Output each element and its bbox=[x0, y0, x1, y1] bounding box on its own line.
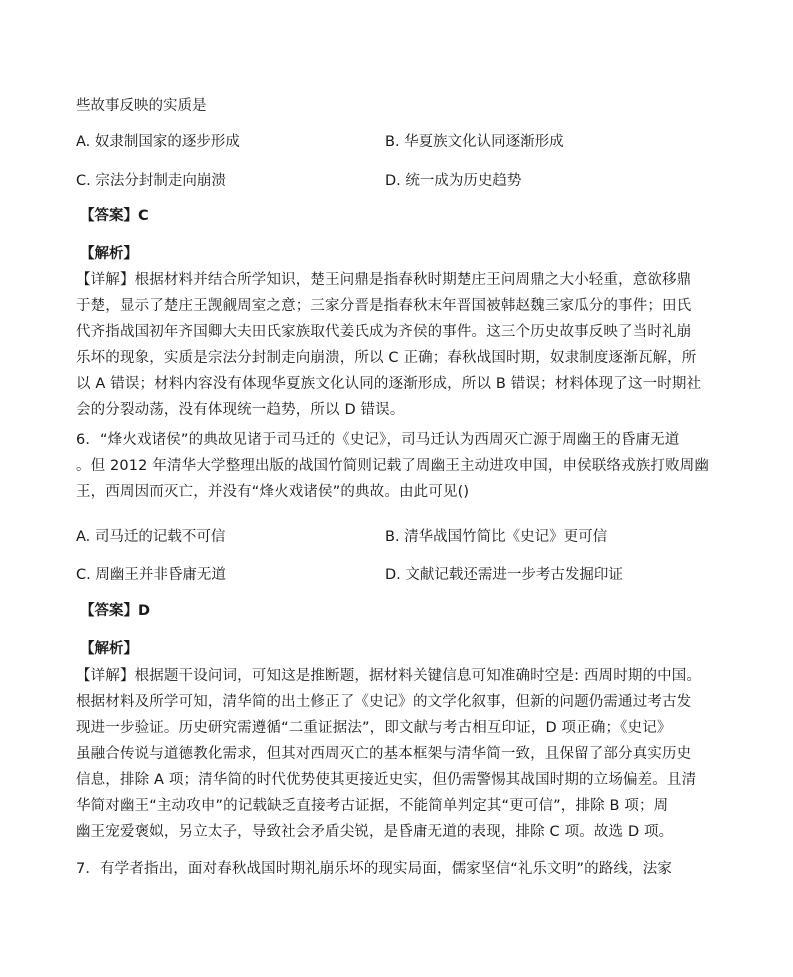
q6-option-b: B. 清华战国竹简比《史记》更可信 bbox=[385, 529, 608, 545]
q5-answer bbox=[80, 206, 730, 226]
q7-stem-line: 7．有学者指出，面对春秋战国时期礼崩乐坏的现实局面，儒家坚信“礼乐文明”的路线，法家 bbox=[76, 861, 673, 877]
q6-answer-value: D bbox=[138, 603, 151, 619]
q6-option-d: D. 文献记载还需进一步考古发掘印证 bbox=[385, 567, 623, 583]
q6-detail-line: 虽融合传说与道德教化需求，但其对西周灭亡的基本框架与清华简一致，且保留了部分真实历史 bbox=[76, 746, 692, 762]
q6-stem-line: 王，西周因而灭亡，并没有“烽火戏诸侯”的典故。由此可见() bbox=[76, 484, 470, 500]
q6-detail-line: 现进一步验证。历史研究需遵循“二重证据法”，即文献与考古相互印证，D 项正确；《史记》 bbox=[76, 720, 672, 736]
q6-answer bbox=[80, 601, 730, 621]
q5-option-d: D. 统一成为历史趋势 bbox=[385, 173, 522, 189]
q5-detail-line: 于楚，显示了楚庄王觊觎周室之意；三家分晋是指春秋末年晋国被韩赵魏三家瓜分的事件；田氏 bbox=[76, 298, 692, 314]
q5-detail-line: 会的分裂动荡，没有体现统一趋势，所以 D 错误。 bbox=[76, 402, 405, 418]
q5-detail-line: 【详解】根据材料并结合所学知识，楚王问鼎是指春秋时期楚庄王问周鼎之大小轻重，意欲移鼎 bbox=[76, 272, 692, 288]
q5-option-b: B. 华夏族文化认同逐渐形成 bbox=[385, 134, 564, 150]
q6-detail-line: 华简对幽王“主动攻申”的记载缺乏直接考古证据，不能简单判定其“更可信”，排除 B 项；周 bbox=[76, 798, 669, 814]
q6-detail-line: 【详解】根据题干设问词，可知这是推断题，据材料关键信息可知准确时空是: 西周时期的中国。 bbox=[76, 668, 702, 684]
q5-detail-line: 代齐指战国初年齐国卿大夫田氏家族取代姜氏成为齐侯的事件。这三个历史故事反映了当时礼崩 bbox=[76, 324, 692, 340]
q5-stem-tail: 些故事反映的实质是 bbox=[76, 98, 207, 114]
q5-answer-value: C bbox=[138, 208, 149, 224]
q6-stem-line: 6．“烽火戏诸侯”的典故见诸于司马迁的《史记》，司马迁认为西周灭亡源于周幽王的昏庸无道 bbox=[76, 432, 680, 448]
q6-stem-line: 。但 2012 年清华大学整理出版的战国竹简则记载了周幽王主动进攻申国，申侯联络戎族打败周幽 bbox=[76, 458, 710, 474]
q6-option-c: C. 周幽王并非昏庸无道 bbox=[76, 567, 226, 583]
q5-detail-line: 乐坏的现象，实质是宗法分封制走向崩溃，所以 C 正确；春秋战国时期，奴隶制度逐渐瓦解，所 bbox=[76, 350, 697, 366]
q5-detail-line: 以 A 错误；材料内容没有体现华夏族文化认同的逐渐形成，所以 B 错误；材料体现了这一时期社 bbox=[76, 376, 702, 392]
q5-analysis-label: 【解析】 bbox=[80, 246, 138, 262]
q6-option-a: A. 司马迁的记载不可信 bbox=[76, 529, 226, 545]
q6-analysis-label: 【解析】 bbox=[80, 641, 138, 657]
q6-detail-line: 根据材料及所学可知，清华简的出土修正了《史记》的文学化叙事，但新的问题仍需通过考古发 bbox=[76, 694, 692, 710]
q6-detail-line: 幽王宠爱褒姒，另立太子，导致社会矛盾尖锐，是昏庸无道的表现，排除 C 项。故选 D 项。 bbox=[76, 824, 674, 840]
q5-option-a: A. 奴隶制国家的逐步形成 bbox=[76, 134, 240, 150]
q6-answer-label: 【答案】 bbox=[80, 603, 138, 619]
q5-option-c: C. 宗法分封制走向崩溃 bbox=[76, 173, 226, 189]
q6-detail-line: 信息，排除 A 项；清华简的时代优势使其更接近史实，但仍需警惕其战国时期的立场偏差。且清 bbox=[76, 772, 697, 788]
q5-answer-label: 【答案】 bbox=[80, 208, 138, 224]
